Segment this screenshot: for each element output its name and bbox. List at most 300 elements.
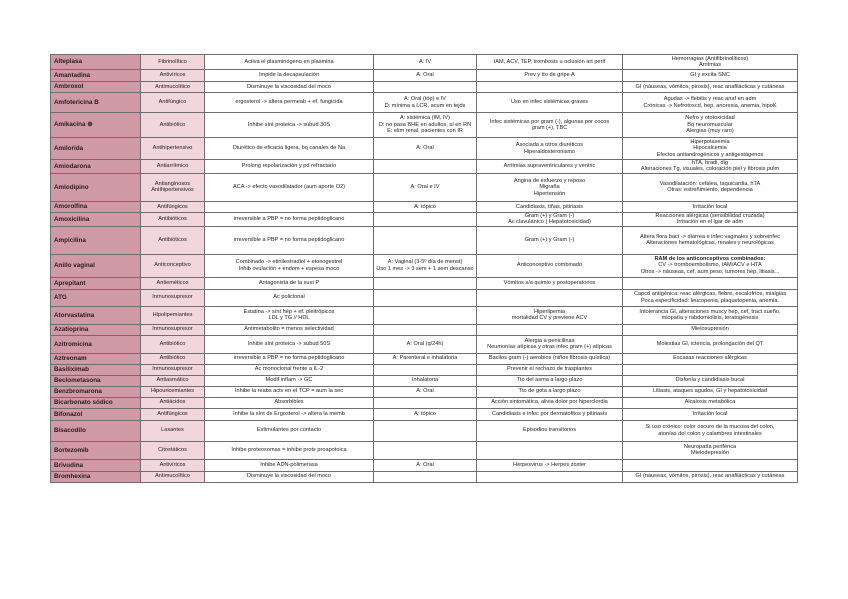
cell-ram [623,82,798,93]
cell-line: Inhibe ADN-polimerasa [260,461,318,468]
cell-line: D: mínima a LCR, acum en tejds [384,102,466,109]
cell-line: Prev y tto de gripe A [524,72,575,79]
cell-line: Antimetabolito = menos selectividad [244,326,334,333]
cell-line: Tto de gota a largo plazo [518,388,581,395]
cell-mechanism [205,70,374,82]
table-row [51,289,798,306]
cell-group [141,173,205,201]
cell-line: Alteraciones hematológicas, renales y neurológicas [646,240,774,247]
cell-line: Disminuye la viscosidad del moco [247,83,331,90]
cell-ram [623,254,798,277]
cell-group: Antifúngicos [141,201,205,212]
cell-group: Citostáticos [141,441,205,459]
cell-line: Poca especificidad: leucopenia, plaquetopenia, anemia. [640,297,780,304]
table-row [51,420,798,441]
cell-drug: Amoxicilina [51,212,141,226]
cell-line: Litiasis, ataques agudos, GI y hepatotoxicidad [652,388,768,395]
cell-uses [477,55,623,70]
cell-drug: Ambroxol [51,82,141,93]
cell-group: Antibiótico [141,335,205,353]
cell-route [374,201,477,212]
cell-route [374,289,477,306]
cell-line: Nefro y ototoxicidad [685,115,735,122]
cell-route [374,55,477,70]
cell-line: Arritmias [698,62,722,68]
table-row [51,201,798,212]
cell-group: Fibrinolítico [141,55,205,70]
cell-drug: Anillo vaginal [51,254,141,277]
cell-mechanism [205,441,374,459]
cell-line: Alergia a penicilinas [524,337,575,344]
cell-mechanism [205,386,374,397]
cell-mechanism [205,459,374,471]
cell-line: A: Oral [416,72,434,79]
cell-group: Antifúngicos [141,408,205,420]
table-row [51,254,798,277]
cell-route [374,306,477,324]
cell-line: hTA, bradi, dig [692,160,728,166]
cell-line: Altera flora bact -> diarrea e infec vaginales y sobreinfec [640,233,780,240]
cell-line: Gram (+) y Gram (-) [524,212,575,219]
cell-group: Antieméticos [141,277,205,289]
cell-line: A: Parenteral e inhalatoria [392,355,458,362]
cell-mechanism [205,254,374,277]
cell-group: Laxantes [141,420,205,441]
cell-line: LDL y TG // HDL [268,315,310,322]
cell-mechanism [205,324,374,335]
cell-line: Estatina -> sínt hép + ef. pleitrópicos [243,308,335,315]
cell-line: E: elim renal, pacientes con IR [387,128,463,135]
cell-line: Alteraciones Tg, visuales, coloración piel y fibrosis pulm [640,166,780,173]
cell-line: Bacilos gram (-) aerobios (niños fibrosis quística) [488,355,611,362]
cell-line: Acción sintomática, alivia dolor por hiperclordia [491,399,608,406]
cell-line: Ac policlonal [273,294,305,301]
cell-line: Irritación local [692,410,728,417]
table-row [51,226,798,254]
cell-uses [477,160,623,174]
table-row [51,160,798,174]
cell-route [374,226,477,254]
table-row [51,459,798,471]
cell-drug: Beclometasona [51,375,141,386]
cell-line: Inhibe sínt proteica -> subud 50S [247,340,331,347]
cell-uses [477,254,623,277]
cell-line: Si uso crónico: color oscuro de la mucosa del colon, [645,424,775,431]
cell-group: Antibióticos [141,226,205,254]
cell-ram [623,459,798,471]
cell-mechanism [205,471,374,482]
cell-ram [623,408,798,420]
cell-line: A: Vaginal (3-5º día de menst) [387,259,463,266]
cell-line: Alcalosis metabólica [684,399,736,406]
cell-route [374,82,477,93]
cell-uses [477,212,623,226]
cell-mechanism [205,93,374,113]
table-row [51,138,798,160]
cell-line: Inhalatoria [411,377,439,384]
cell-line: gram (+), TBC [531,125,568,131]
table-row [51,55,798,70]
cell-line: Vasodilatación: cefalea, taquicardia, hTA [659,180,761,187]
cell-line: Candidiasis, tiñas, pitiriasis [515,203,584,210]
table-row [51,386,798,397]
cell-uses [477,441,623,459]
cell-mechanism [205,226,374,254]
cell-uses [477,335,623,353]
table-row [51,397,798,408]
cell-line: Asociada a otros diuréticos [515,142,584,149]
cell-mechanism [205,375,374,386]
cell-mechanism [205,113,374,138]
cell-ram [623,226,798,254]
cell-uses [477,386,623,397]
cell-ram [623,160,798,174]
cell-line: Inhibe la sínt de Ergosterol -> altera la memb [233,410,345,417]
cell-line: Modif inflam -> GC [265,377,313,384]
cell-line: Hipertensión [533,190,566,197]
cell-route [374,353,477,364]
cell-line: A: IV [418,58,432,65]
cell-line: Crónicas -> Nefrotoxcd, hep, anorexia, anemia, hipoK [643,102,777,109]
cell-route [374,254,477,277]
cell-drug: Aprepitant [51,277,141,289]
cell-drug: Atorvastatina [51,306,141,324]
cell-ram [623,364,798,375]
cell-uses [477,201,623,212]
cell-ram [623,420,798,441]
cell-route [374,375,477,386]
cell-line: Disminuye la viscosidad del moco [247,473,331,480]
cell-line: Antianginosos [154,180,191,187]
cell-ram [623,93,798,113]
cell-group: Antibióticos [141,212,205,226]
cell-line: Ác clavulánico ( Hepatotoxicidad) [508,219,591,226]
cell-mechanism [205,212,374,226]
cell-line: CV -> tromboembolismo, IAM/ACV e HTA [658,262,762,269]
cell-line: Absorbibles [274,399,304,406]
cell-line: Bq neuromuscular [687,121,733,128]
cell-line: Escasas reacciones alérgicas [673,355,747,362]
cell-line: Neuropatía periférica [683,443,737,450]
cell-line: Ac monoclonal frente a IL-2 [254,366,324,373]
cell-ram [623,55,798,70]
cell-line: Intolerancia GI, alteraciones muscy hep, cef, tract sueño, [639,308,781,315]
cell-line: Gram (+) y Gram (-) [524,236,575,243]
cell-ram [623,324,798,335]
cell-line: Activa el plasminógeno en plasmina [244,58,334,65]
cell-line: Infec sistémicas por gram (-), algunas por cocos [489,118,610,125]
cell-uses [477,459,623,471]
cell-mechanism [205,335,374,353]
cell-route [374,212,477,226]
cell-uses [477,173,623,201]
cell-group: Hipolipemiantes [141,306,205,324]
cell-drug: Bicarbonato sódico [51,397,141,408]
cell-line: Hemorragias (Antifibrinolíticos) [671,55,749,62]
cell-group: Antifúngico [141,93,205,113]
table-row [51,353,798,364]
table-row [51,212,798,226]
cell-line: Uso en infec sistémicas graves [510,99,589,106]
cell-route [374,277,477,289]
cell-line: A: Oral e IV [410,184,440,191]
cell-line: Neumonías atípicas y otras infec gram (+) atípicas [487,344,612,351]
cell-line: A: tópico [414,203,436,210]
cell-group: Antiarrítmico [141,160,205,174]
table-row [51,364,798,375]
cell-mechanism [205,277,374,289]
cell-route [374,386,477,397]
cell-mechanism [205,82,374,93]
cell-group: Inmunosupresor [141,324,205,335]
table-row [51,324,798,335]
table-row [51,335,798,353]
cell-route [374,408,477,420]
cell-drug: Ampicilina [51,226,141,254]
cell-drug: ATG [51,289,141,306]
cell-line: Prevenir el rechazo de trasplantes [507,366,592,373]
cell-route [374,471,477,482]
cell-line: Prolong repolarización y pd refractario [241,163,337,170]
cell-group: Antiasmático [141,375,205,386]
cell-line: Hipocalcemia [693,145,727,152]
cell-uses [477,138,623,160]
cell-ram [623,441,798,459]
cell-line: A: Oral [416,461,434,468]
cell-line: Inhib ovulación + endom + espesa moco [238,265,340,272]
cell-mechanism [205,420,374,441]
cell-route [374,324,477,335]
cell-line: Migraña [539,184,560,191]
cell-mechanism [205,397,374,408]
cell-group: Hipouricemiantes [141,386,205,397]
cell-group: Antibiótico [141,113,205,138]
cell-line: Hiperlipemia [533,308,566,315]
cell-drug: Azitromicina [51,335,141,353]
cell-drug: Brivudina [51,459,141,471]
cell-line: miopatía y rabdomiolisis, teratogénesis [661,315,759,322]
cell-drug: Benzbromarona [51,386,141,397]
cell-mechanism [205,138,374,160]
cell-ram [623,70,798,82]
cell-group: Antivíricos [141,70,205,82]
cell-ram [623,173,798,201]
cell-ram [623,289,798,306]
cell-uses [477,82,623,93]
cell-route [374,441,477,459]
cell-route [374,173,477,201]
cell-line: Capcd antigénica: reac alérgicas, fiebre, escalofríos, mialgias [633,291,787,298]
cell-group: Inmunosupresor [141,289,205,306]
drug-table [50,54,798,483]
cell-line: A: sistémica (IM, IV) [399,115,451,122]
cell-ram [623,471,798,482]
cell-route [374,335,477,353]
cell-group: Anticonceptivo [141,254,205,277]
cell-line: GI (náuseas, vómitos, pirosis), reac anafilácticas y cutáneas [635,473,785,480]
cell-uses [477,70,623,82]
cell-drug: Amantadina [51,70,141,82]
cell-drug: Amlodipino [51,173,141,201]
cell-ram [623,201,798,212]
cell-mechanism [205,160,374,174]
cell-uses [477,113,623,138]
cell-ram [623,375,798,386]
cell-mechanism [205,364,374,375]
cell-mechanism [205,201,374,212]
cell-line: Candidiasis e infec por dermatofitos y pitiriasis [491,410,608,417]
cell-route [374,364,477,375]
cell-line: Mielodepresión [691,450,729,457]
cell-line: Angina de esfuerzo y reposo [513,177,586,184]
cell-ram [623,138,798,160]
cell-line: Irritación local [692,203,728,210]
cell-uses [477,93,623,113]
cell-route [374,113,477,138]
cell-line: Diurético de eficacia ligera, bq canales de Na [232,145,346,152]
cell-route [374,459,477,471]
cell-uses [477,324,623,335]
cell-line: ACA -> efecto vasodilatador (aum aporte O2) [232,184,346,191]
cell-route [374,420,477,441]
cell-drug: Azatioprina [51,324,141,335]
cell-group: Antivíricos [141,459,205,471]
cell-line: RAM de los anticonceptivos combinados: [654,256,766,263]
cell-drug: Amikacina ⊕ [51,113,141,138]
cell-line: Efectos antiandrogénicos y antigestágenos [656,151,764,158]
cell-line: irreversible a PBP = no forma peptidoglicano [233,236,345,243]
table-row [51,306,798,324]
cell-line: GI y excita SNC [690,72,730,79]
cell-line: A: tópico [414,410,436,417]
cell-group: Antimucolítico [141,471,205,482]
cell-line: Inhibe la reabs actv en el TCP = aum la sec [234,388,344,395]
table-row [51,375,798,386]
cell-line: Herpesvirus -> Herpes zoster [513,461,586,468]
cell-uses [477,420,623,441]
cell-line: Alergias (muy raro) [686,128,734,135]
cell-group: Antibiótico [141,353,205,364]
cell-route [374,397,477,408]
cell-line: Inhibe sínt proteica -> subud 30S [247,121,331,128]
cell-line: Hiperaldosteronismo [523,148,576,155]
drug-table-body [51,55,798,483]
cell-uses [477,306,623,324]
cell-ram [623,353,798,364]
cell-mechanism [205,55,374,70]
cell-uses [477,353,623,364]
cell-line: Reacciones alérgicas (sensibilidad cruzada) [655,212,765,219]
cell-line: Otros -> náuseas, cef, aum peso, tumores hép, litiasis... [640,268,780,275]
cell-ram [623,386,798,397]
table-row [51,70,798,82]
cell-uses [477,375,623,386]
cell-drug: Amilorida [51,138,141,160]
cell-drug: Basiliximab [51,364,141,375]
cell-line: A: Oral [416,388,434,395]
cell-line: GI (náuseas, vómitos, pirosis), reac anafilácticas y cutáneas [635,83,785,90]
cell-line: Irritación en el lgar de adm [676,219,744,226]
cell-mechanism [205,306,374,324]
cell-line: Inhibe proteosomas = inhibe prots proapotoica [231,446,347,453]
cell-drug: Bisacodilo [51,420,141,441]
cell-line: Impide la decapsulación [258,72,319,79]
table-row [51,408,798,420]
cell-line: atonías del colon y calambres intestinales [658,430,762,437]
cell-line: Hiperpotasemia [690,138,730,145]
table-row [51,93,798,113]
cell-uses [477,226,623,254]
cell-route [374,70,477,82]
cell-line: Vómitos s/a quimio y postoperatorios [503,279,596,286]
cell-ram [623,335,798,353]
cell-uses [477,397,623,408]
cell-drug: Aztreonam [51,353,141,364]
cell-group: Antiácidos [141,397,205,408]
cell-mechanism [205,408,374,420]
cell-route [374,160,477,174]
table-row [51,82,798,93]
cell-line: Disfonía y candidiasis bucal [675,377,745,384]
cell-line: IAM, ACV, TEP, trombosis u oclusión art perif [493,58,606,65]
cell-line: Estimulantes por contacto [256,427,322,434]
cell-route [374,138,477,160]
cell-line: Uso 1 mes -> 3 sem + 1 sem descanso [376,265,474,272]
cell-drug: Amorolfina [51,201,141,212]
cell-line: Combinado -> etinilestradiol + etonogestrel [235,259,343,266]
cell-ram [623,212,798,226]
cell-line: irreversible a PBP = no forma peptidoglicano [233,355,345,362]
cell-line: Mielosupresión [691,326,729,333]
cell-ram [623,306,798,324]
cell-line: mortalidad CV y previene ACV [511,315,588,322]
table-row [51,277,798,289]
cell-group: Inmunosupresor [141,364,205,375]
cell-ram [623,277,798,289]
cell-line: A: Oral (tóp) e IV [404,96,446,103]
cell-line: ergosterol -> altera permeab + ef. fungicida [235,99,343,106]
cell-line: Agudas -> flebitis y reac anaf en adm [663,96,757,103]
cell-drug: Bifonazol [51,408,141,420]
table-row [51,441,798,459]
cell-uses [477,408,623,420]
table-row [51,471,798,482]
cell-ram [623,113,798,138]
table-row [51,173,798,201]
cell-line: Anticonceptivo combinado [516,262,583,269]
cell-line: Arritmias supraventriculares y ventric [503,163,596,170]
cell-group: Antimucolítico [141,82,205,93]
cell-uses [477,277,623,289]
cell-mechanism [205,353,374,364]
cell-ram [623,397,798,408]
cell-line: irreversible a PBP = no forma peptidoglicano [233,216,345,223]
cell-drug: Alteplasa [51,55,141,70]
cell-mechanism [205,173,374,201]
cell-line: D: no pasa BHE en adultos, sí en RN [378,121,472,128]
cell-line: Episodios transitorios [522,427,577,434]
cell-drug: Amiodarona [51,160,141,174]
cell-group: Antihipertensivo [141,138,205,160]
cell-line: Antagonista de la sust P [258,279,320,286]
cell-line: Antihipertensivos [151,187,194,194]
cell-line: A: Oral [416,145,434,152]
cell-route [374,93,477,113]
cell-uses [477,471,623,482]
cell-drug: Bromhexina [51,471,141,482]
cell-drug: Bortezomib [51,441,141,459]
cell-uses [477,289,623,306]
